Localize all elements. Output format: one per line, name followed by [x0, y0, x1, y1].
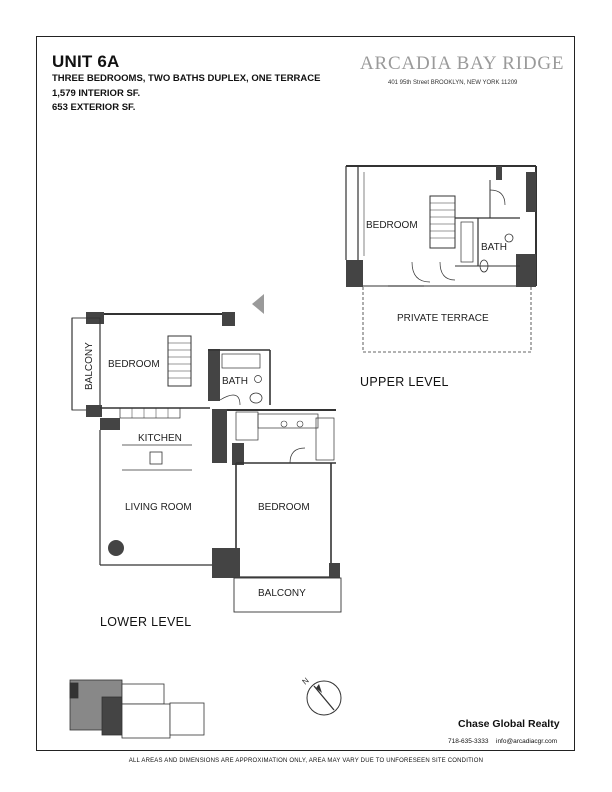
- exterior-area: 653 EXTERIOR SF.: [52, 102, 136, 113]
- disclaimer-footer: ALL AREAS AND DIMENSIONS ARE APPROXIMATION ONLY, AREA MAY VARY DUE TO UNFORESEEN SITE CONDITION: [128, 758, 484, 764]
- upper-bath-label: BATH: [481, 242, 507, 253]
- lower-level-label: LOWER LEVEL: [100, 615, 192, 629]
- interior-area: 1,579 INTERIOR SF.: [52, 88, 141, 99]
- realty-name: Chase Global Realty: [458, 718, 560, 730]
- bottom-balcony-label: BALCONY: [258, 588, 306, 599]
- lower-bedroom-bottom-label: BEDROOM: [258, 502, 310, 513]
- private-terrace-label: PRIVATE TERRACE: [397, 313, 489, 324]
- upper-bedroom-label: BEDROOM: [366, 220, 418, 231]
- compass-icon: [301, 676, 341, 715]
- upper-level-label: UPPER LEVEL: [360, 375, 449, 389]
- unit-title: UNIT 6A: [52, 52, 120, 71]
- left-balcony-label: BALCONY: [84, 342, 95, 390]
- lower-bath-label: BATH: [222, 376, 248, 387]
- kitchen-label: KITCHEN: [138, 433, 182, 444]
- compass-north-label: N: [300, 675, 311, 687]
- brand-address: 401 95th Street BROOKLYN, NEW YORK 11209: [388, 80, 518, 86]
- upper-level-plan: [346, 166, 536, 352]
- lower-bedroom-top-label: BEDROOM: [108, 359, 160, 370]
- realty-phone: 718-635-3333: [448, 738, 489, 745]
- lower-level-plan: [72, 312, 341, 612]
- realty-email[interactable]: info@arcadiacgr.com: [496, 738, 558, 745]
- site-key-plan: [70, 680, 204, 738]
- unit-description: THREE BEDROOMS, TWO BATHS DUPLEX, ONE TERRACE: [52, 73, 321, 84]
- brand-name: ARCADIA BAY RIDGE: [360, 53, 565, 74]
- living-room-label: LIVING ROOM: [125, 502, 192, 513]
- direction-arrow-icon: [252, 294, 264, 314]
